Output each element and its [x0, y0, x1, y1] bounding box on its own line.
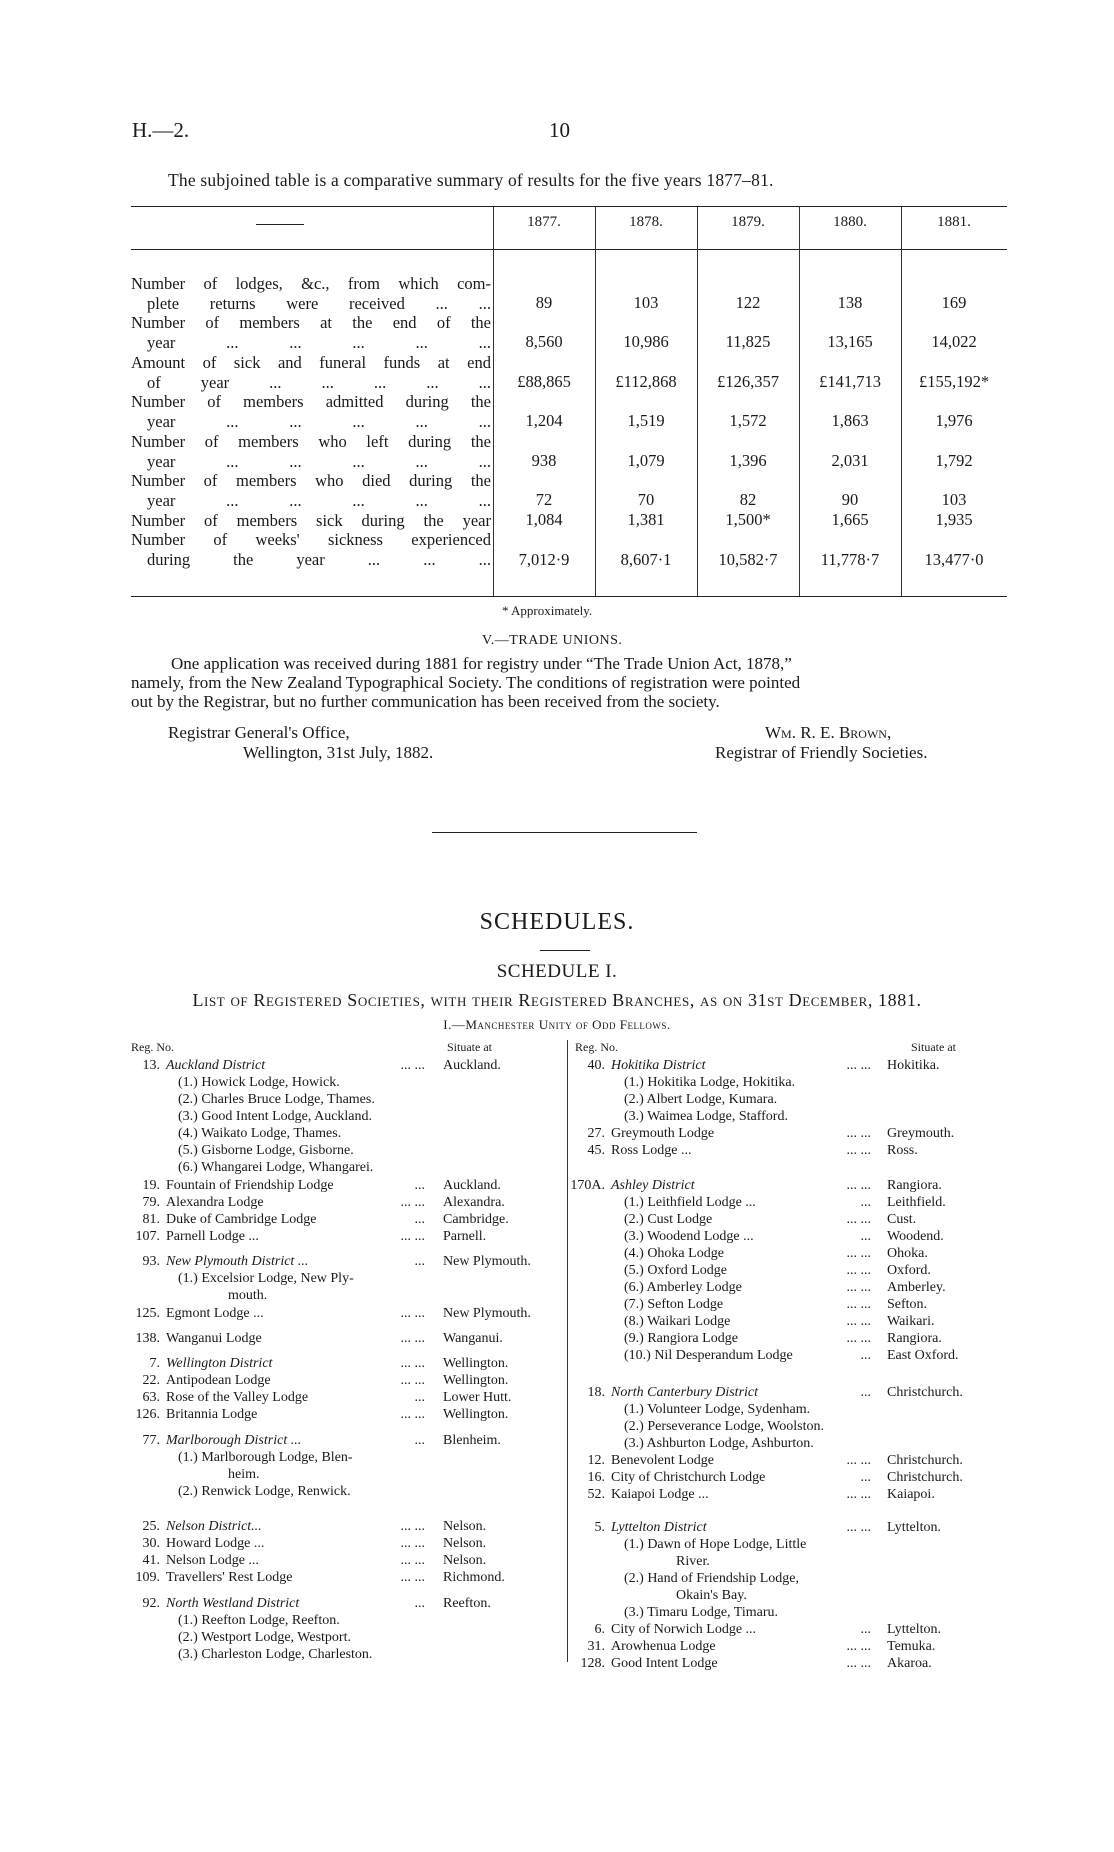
- society-name: Kaiapoi Lodge ...: [611, 1487, 709, 1502]
- table-cell: 103: [633, 293, 659, 312]
- situate-location: Christchurch.: [887, 1453, 963, 1468]
- situate-location: New Plymouth.: [443, 1254, 531, 1269]
- paragraph-line: out by the Registrar, but no further communication has been received from the society.: [131, 692, 720, 711]
- reg-number: 77.: [142, 1433, 160, 1448]
- signatory-title: Registrar of Friendly Societies.: [715, 743, 928, 762]
- table-column-divider: [493, 206, 494, 596]
- leader-dots: ... ...: [846, 1656, 871, 1671]
- branch-lodge: (3.) Timaru Lodge, Timaru.: [624, 1605, 779, 1620]
- branch-lodge: (9.) Rangiora Lodge: [624, 1331, 738, 1346]
- schedule-list-title: List of Registered Societies, with their Registered Branches, as on 31st December, 1881.: [192, 990, 922, 1010]
- reg-number: 79.: [142, 1195, 160, 1210]
- situate-location: Ohoka.: [887, 1246, 928, 1261]
- schedule-heading: SCHEDULE I.: [496, 961, 618, 982]
- year-header: 1881.: [937, 214, 971, 230]
- leader-dots: ...: [860, 1470, 871, 1485]
- row-label-line: Number of weeks' sickness experienced: [131, 530, 491, 549]
- reg-no-header-right: Reg. No.: [575, 1040, 618, 1054]
- situate-location: Kaiapoi.: [887, 1487, 935, 1502]
- situate-location: Ross.: [887, 1143, 918, 1158]
- table-cell: 1,792: [935, 451, 973, 470]
- row-label-line: year ... ... ... ... ...: [147, 332, 491, 352]
- leader-dots: ...: [860, 1348, 871, 1363]
- society-name: Antipodean Lodge: [166, 1373, 271, 1388]
- table-cell: 1,079: [627, 451, 665, 470]
- branch-lodge: (1.) Leithfield Lodge ...: [624, 1195, 756, 1210]
- table-cell: 1,500*: [725, 510, 771, 529]
- row-label: [131, 530, 491, 569]
- reg-number: 170A.: [570, 1178, 605, 1193]
- table-cell: 14,022: [931, 332, 977, 351]
- trade-union-paragraph: [131, 654, 1007, 711]
- situate-location: Alexandra.: [443, 1195, 505, 1210]
- schedules-title: SCHEDULES.: [479, 909, 635, 935]
- reg-number: 52.: [587, 1487, 605, 1502]
- table-cell: 11,825: [725, 332, 771, 351]
- situate-location: Rangiora.: [887, 1331, 942, 1346]
- situate-location: Parnell.: [443, 1229, 487, 1244]
- reg-number: 63.: [142, 1390, 160, 1405]
- year-header: 1879.: [731, 214, 765, 230]
- situate-location: Auckland.: [443, 1178, 501, 1193]
- leader-dots: ...: [414, 1178, 425, 1193]
- reg-number: 31.: [587, 1639, 605, 1654]
- branch-lodge: (3.) Good Intent Lodge, Auckland.: [178, 1109, 373, 1124]
- reg-no-header-left: Reg. No.: [131, 1040, 174, 1054]
- society-name: Arowhenua Lodge: [611, 1639, 716, 1654]
- branch-lodge: (5.) Gisborne Lodge, Gisborne.: [178, 1143, 354, 1158]
- table-corner-dash: [256, 224, 304, 225]
- situate-location: Cambridge.: [443, 1212, 509, 1227]
- reg-number: 41.: [142, 1553, 160, 1568]
- situate-location: Greymouth.: [887, 1126, 955, 1141]
- situate-location: Auckland.: [443, 1058, 501, 1073]
- society-name: Alexandra Lodge: [166, 1195, 264, 1210]
- situate-location: Lyttelton.: [887, 1520, 942, 1535]
- branch-lodge: (7.) Sefton Lodge: [624, 1297, 724, 1312]
- leader-dots: ...: [414, 1212, 425, 1227]
- leader-dots: ... ...: [846, 1487, 871, 1502]
- row-label: [131, 392, 491, 431]
- leader-dots: ... ...: [846, 1520, 871, 1535]
- situate-location: East Oxford.: [887, 1348, 959, 1363]
- situate-location: Waikari.: [887, 1314, 935, 1329]
- leader-dots: ...: [860, 1385, 871, 1400]
- branch-lodge: (1.) Excelsior Lodge, New Ply-: [178, 1271, 354, 1286]
- table-cell: £155,192*: [918, 372, 990, 391]
- society-name: Wellington District: [166, 1356, 273, 1371]
- leader-dots: ... ...: [400, 1195, 425, 1210]
- leader-dots: ... ...: [846, 1314, 871, 1329]
- situate-location: Sefton.: [887, 1297, 928, 1312]
- table-cell: 938: [531, 451, 557, 470]
- row-label: [131, 471, 491, 510]
- reg-number: 18.: [587, 1385, 605, 1400]
- leader-dots: ... ...: [400, 1306, 425, 1321]
- table-cell: 82: [739, 490, 757, 509]
- table-cell: 8,607·1: [620, 550, 672, 569]
- branch-lodge: (1.) Reefton Lodge, Reefton.: [178, 1613, 340, 1628]
- society-name: Nelson District...: [166, 1519, 262, 1534]
- leader-dots: ... ...: [400, 1229, 425, 1244]
- society-name: New Plymouth District ...: [166, 1254, 309, 1269]
- row-label-line: Number of members admitted during the: [131, 392, 491, 411]
- reg-number: 27.: [587, 1126, 605, 1141]
- society-name: Ross Lodge ...: [611, 1143, 692, 1158]
- intro-sentence: The subjoined table is a comparative summary of results for the five years 1877–81.: [168, 170, 774, 190]
- situate-location: Nelson.: [443, 1553, 487, 1568]
- leader-dots: ... ...: [846, 1246, 871, 1261]
- society-name: Wanganui Lodge: [166, 1331, 262, 1346]
- reg-number: 45.: [587, 1143, 605, 1158]
- reg-number: 30.: [142, 1536, 160, 1551]
- section-separator: [432, 832, 697, 833]
- society-name: Auckland District: [166, 1058, 266, 1073]
- situate-location: Akaroa.: [887, 1656, 932, 1671]
- society-name: North Canterbury District: [611, 1385, 759, 1400]
- branch-lodge: (3.) Woodend Lodge ...: [624, 1229, 754, 1244]
- situate-location: Christchurch.: [887, 1385, 963, 1400]
- branch-lodge: (8.) Waikari Lodge: [624, 1314, 731, 1329]
- branch-lodge: River.: [676, 1554, 710, 1569]
- table-cell: 1,204: [525, 411, 563, 430]
- situate-header-left: Situate at: [447, 1040, 492, 1054]
- branch-lodge: (2.) Charles Bruce Lodge, Thames.: [178, 1092, 375, 1107]
- reg-number: 6.: [594, 1622, 605, 1637]
- row-label: [131, 511, 491, 531]
- row-label-line: Amount of sick and funeral funds at end: [131, 353, 491, 372]
- situate-location: Woodend.: [887, 1229, 944, 1244]
- title-rule: [540, 950, 590, 951]
- reg-number: 40.: [587, 1058, 605, 1073]
- page-number: 10: [549, 118, 570, 142]
- leader-dots: ...: [414, 1254, 425, 1269]
- leader-dots: ... ...: [400, 1407, 425, 1422]
- branch-lodge: (1.) Dawn of Hope Lodge, Little: [624, 1537, 807, 1552]
- table-cell: 2,031: [831, 451, 869, 470]
- row-label-line: Number of members who died during the: [131, 471, 491, 490]
- society-name: Marlborough District ...: [166, 1433, 302, 1448]
- situate-location: Reefton.: [443, 1596, 491, 1611]
- table-cell: 1,519: [627, 411, 665, 430]
- paragraph-line: One application was received during 1881 for registry under “The Trade Union Act, 1878,”: [171, 654, 792, 673]
- reg-number: 109.: [135, 1570, 160, 1585]
- row-label-line: Number of members sick during the year: [131, 511, 491, 530]
- date-line: Wellington, 31st July, 1882.: [243, 743, 434, 762]
- branch-lodge: (2.) Albert Lodge, Kumara.: [624, 1092, 778, 1107]
- situate-location: Leithfield.: [887, 1195, 946, 1210]
- table-cell: 11,778·7: [820, 550, 880, 569]
- row-label-line: Number of lodges, &c., from which com-: [131, 274, 491, 293]
- table-column-divider: [901, 206, 902, 596]
- branch-lodge: (2.) Cust Lodge: [624, 1212, 713, 1227]
- society-name: Nelson Lodge ...: [166, 1553, 259, 1568]
- situate-location: Temuka.: [887, 1639, 936, 1654]
- leader-dots: ... ...: [400, 1058, 425, 1073]
- leader-dots: ... ...: [846, 1297, 871, 1312]
- row-label-line: year ... ... ... ... ...: [147, 490, 491, 510]
- table-column-divider: [697, 206, 698, 596]
- table-cell: 169: [941, 293, 967, 312]
- table-cell: 72: [535, 490, 553, 509]
- row-label: [131, 274, 491, 313]
- reg-number: 13.: [142, 1058, 160, 1073]
- table-cell: 1,935: [935, 510, 973, 529]
- branch-lodge: (6.) Whangarei Lodge, Whangarei.: [178, 1160, 374, 1175]
- year-header: 1880.: [833, 214, 867, 230]
- table-cell: 1,084: [525, 510, 563, 529]
- table-cell: 1,396: [729, 451, 767, 470]
- reg-number: 12.: [587, 1453, 605, 1468]
- row-label: [131, 353, 491, 392]
- leader-dots: ...: [414, 1433, 425, 1448]
- reg-number: 16.: [587, 1470, 605, 1485]
- branch-lodge: (1.) Howick Lodge, Howick.: [178, 1075, 340, 1090]
- branch-lodge: (1.) Hokitika Lodge, Hokitika.: [624, 1075, 796, 1090]
- row-label-line: Number of members at the end of the: [131, 313, 491, 332]
- table-cell: 1,665: [831, 510, 869, 529]
- table-cell: £126,357: [717, 372, 779, 391]
- table-column-divider: [799, 206, 800, 596]
- reg-number: 81.: [142, 1212, 160, 1227]
- reg-number: 138.: [135, 1331, 160, 1346]
- situate-location: Nelson.: [443, 1519, 487, 1534]
- leader-dots: ... ...: [400, 1356, 425, 1371]
- leader-dots: ... ...: [846, 1058, 871, 1073]
- society-name: Britannia Lodge: [166, 1407, 258, 1422]
- society-name: North Westland District: [166, 1596, 300, 1611]
- leader-dots: ... ...: [846, 1212, 871, 1227]
- row-label-line: of year ... ... ... ... ...: [147, 372, 491, 392]
- branch-lodge: (2.) Renwick Lodge, Renwick.: [178, 1484, 351, 1499]
- row-label-line: during the year ... ... ...: [147, 549, 491, 569]
- table-cell: 13,165: [827, 332, 873, 351]
- situate-location: Wellington.: [443, 1407, 509, 1422]
- leader-dots: ... ...: [846, 1263, 871, 1278]
- office-line: Registrar General's Office,: [168, 723, 350, 742]
- situate-location: Lyttelton.: [887, 1622, 942, 1637]
- reg-number: 125.: [135, 1306, 160, 1321]
- society-name: City of Norwich Lodge ...: [611, 1622, 757, 1637]
- table-cell: 1,863: [831, 411, 869, 430]
- branch-lodge: (1.) Marlborough Lodge, Blen-: [178, 1450, 353, 1465]
- year-header: 1877.: [527, 214, 561, 230]
- reg-number: 19.: [142, 1178, 160, 1193]
- situate-location: Wellington.: [443, 1373, 509, 1388]
- table-header-rule: [131, 249, 1007, 250]
- leader-dots: ... ...: [400, 1570, 425, 1585]
- society-name: Benevolent Lodge: [611, 1453, 715, 1468]
- branch-lodge: (2.) Westport Lodge, Westport.: [178, 1630, 351, 1645]
- society-name: Lyttelton District: [611, 1520, 707, 1535]
- society-name: Fountain of Friendship Lodge: [166, 1178, 334, 1193]
- situate-location: Wellington.: [443, 1356, 509, 1371]
- branch-lodge: (2.) Perseverance Lodge, Woolston.: [624, 1419, 824, 1434]
- branch-lodge: mouth.: [228, 1288, 268, 1303]
- row-label: [131, 313, 491, 352]
- table-cell: 7,012·9: [518, 550, 570, 569]
- year-header: 1878.: [629, 214, 663, 230]
- situate-location: Rangiora.: [887, 1178, 942, 1193]
- society-name: Hokitika District: [611, 1058, 706, 1073]
- table-top-rule: [131, 206, 1007, 207]
- branch-lodge: (3.) Ashburton Lodge, Ashburton.: [624, 1436, 814, 1451]
- leader-dots: ... ...: [846, 1453, 871, 1468]
- society-name: Howard Lodge ...: [166, 1536, 265, 1551]
- society-name: Travellers' Rest Lodge: [166, 1570, 293, 1585]
- leader-dots: ... ...: [846, 1331, 871, 1346]
- table-cell: 1,381: [627, 510, 665, 529]
- table-cell: £112,868: [615, 372, 677, 391]
- branch-lodge: Okain's Bay.: [676, 1588, 747, 1603]
- situate-location: Lower Hutt.: [443, 1390, 512, 1405]
- table-cell: 8,560: [525, 332, 563, 351]
- table-cell: 70: [637, 490, 655, 509]
- leader-dots: ... ...: [400, 1553, 425, 1568]
- society-name: Duke of Cambridge Lodge: [166, 1212, 317, 1227]
- leader-dots: ...: [414, 1390, 425, 1405]
- table-cell: 90: [841, 490, 859, 509]
- leader-dots: ... ...: [846, 1143, 871, 1158]
- branch-lodge: (2.) Hand of Friendship Lodge,: [624, 1571, 799, 1586]
- row-label-line: plete returns were received ... ...: [147, 293, 491, 313]
- society-name: Egmont Lodge ...: [166, 1306, 264, 1321]
- table-cell: 122: [735, 293, 761, 312]
- branch-lodge: (3.) Charleston Lodge, Charleston.: [178, 1647, 373, 1662]
- section-heading: V.—TRADE UNIONS.: [482, 633, 623, 648]
- reg-number: 93.: [142, 1254, 160, 1269]
- reg-number: 7.: [149, 1356, 160, 1371]
- reg-number: 22.: [142, 1373, 160, 1388]
- unity-heading: I.—Manchester Unity of Odd Fellows.: [443, 1017, 671, 1032]
- situate-header-right: Situate at: [911, 1040, 956, 1054]
- leader-dots: ...: [860, 1195, 871, 1210]
- reg-number: 5.: [594, 1520, 605, 1535]
- paragraph-line: namely, from the New Zealand Typographical Society. The conditions of registration were pointed: [131, 673, 801, 692]
- leader-dots: ... ...: [846, 1639, 871, 1654]
- situate-location: Nelson.: [443, 1536, 487, 1551]
- leader-dots: ...: [414, 1596, 425, 1611]
- table-cell: 138: [837, 293, 863, 312]
- branch-lodge: (3.) Waimea Lodge, Stafford.: [624, 1109, 788, 1124]
- table-cell: 1,976: [935, 411, 973, 430]
- leader-dots: ... ...: [846, 1178, 871, 1193]
- branch-lodge: heim.: [228, 1467, 260, 1482]
- row-label-line: Number of members who left during the: [131, 432, 491, 451]
- row-label-line: year ... ... ... ... ...: [147, 451, 491, 471]
- branch-lodge: (6.) Amberley Lodge: [624, 1280, 742, 1295]
- situate-location: Cust.: [887, 1212, 917, 1227]
- row-label: [131, 432, 491, 471]
- branch-lodge: (4.) Waikato Lodge, Thames.: [178, 1126, 342, 1141]
- society-name: Rose of the Valley Lodge: [166, 1390, 309, 1405]
- society-name: City of Christchurch Lodge: [611, 1470, 766, 1485]
- table-cell: 13,477·0: [924, 550, 984, 569]
- table-cell: £88,865: [517, 372, 571, 391]
- document-reference: H.—2.: [132, 118, 190, 142]
- leader-dots: ... ...: [400, 1331, 425, 1346]
- table-cell: 10,582·7: [718, 550, 778, 569]
- table-cell: 103: [941, 490, 967, 509]
- situate-location: Amberley.: [887, 1280, 946, 1295]
- leader-dots: ... ...: [400, 1373, 425, 1388]
- society-name: Greymouth Lodge: [611, 1126, 715, 1141]
- table-cell: 89: [535, 293, 553, 312]
- society-name: Ashley District: [611, 1178, 695, 1193]
- situate-location: Hokitika.: [887, 1058, 940, 1073]
- leader-dots: ... ...: [846, 1126, 871, 1141]
- situate-location: Blenheim.: [443, 1433, 501, 1448]
- row-label-line: year ... ... ... ... ...: [147, 411, 491, 431]
- table-column-divider: [595, 206, 596, 596]
- reg-number: 25.: [142, 1519, 160, 1534]
- branch-lodge: (10.) Nil Desperandum Lodge: [624, 1348, 793, 1363]
- reg-number: 126.: [135, 1407, 160, 1422]
- situate-location: Wanganui.: [443, 1331, 503, 1346]
- table-cell: 10,986: [623, 332, 669, 351]
- branch-lodge: (4.) Ohoka Lodge: [624, 1246, 724, 1261]
- society-name: Parnell Lodge ...: [166, 1229, 259, 1244]
- reg-number: 92.: [142, 1596, 160, 1611]
- table-cell: £141,713: [819, 372, 881, 391]
- signatory-name: Wm. R. E. Brown,: [765, 723, 892, 742]
- leader-dots: ... ...: [400, 1519, 425, 1534]
- leader-dots: ... ...: [400, 1536, 425, 1551]
- leader-dots: ...: [860, 1229, 871, 1244]
- situate-location: New Plymouth.: [443, 1306, 531, 1321]
- branch-lodge: (1.) Volunteer Lodge, Sydenham.: [624, 1402, 811, 1417]
- leader-dots: ...: [860, 1622, 871, 1637]
- reg-number: 107.: [135, 1229, 160, 1244]
- situate-location: Richmond.: [443, 1570, 505, 1585]
- table-cell: 1,572: [729, 411, 767, 430]
- situate-location: Oxford.: [887, 1263, 931, 1278]
- table-bottom-rule: [131, 596, 1007, 597]
- leader-dots: ... ...: [846, 1280, 871, 1295]
- situate-location: Christchurch.: [887, 1470, 963, 1485]
- society-name: Good Intent Lodge: [611, 1656, 718, 1671]
- comparative-summary-table: [131, 200, 1007, 598]
- reg-number: 128.: [580, 1656, 605, 1671]
- table-footnote: * Approximately.: [502, 603, 593, 618]
- branch-lodge: (5.) Oxford Lodge: [624, 1263, 728, 1278]
